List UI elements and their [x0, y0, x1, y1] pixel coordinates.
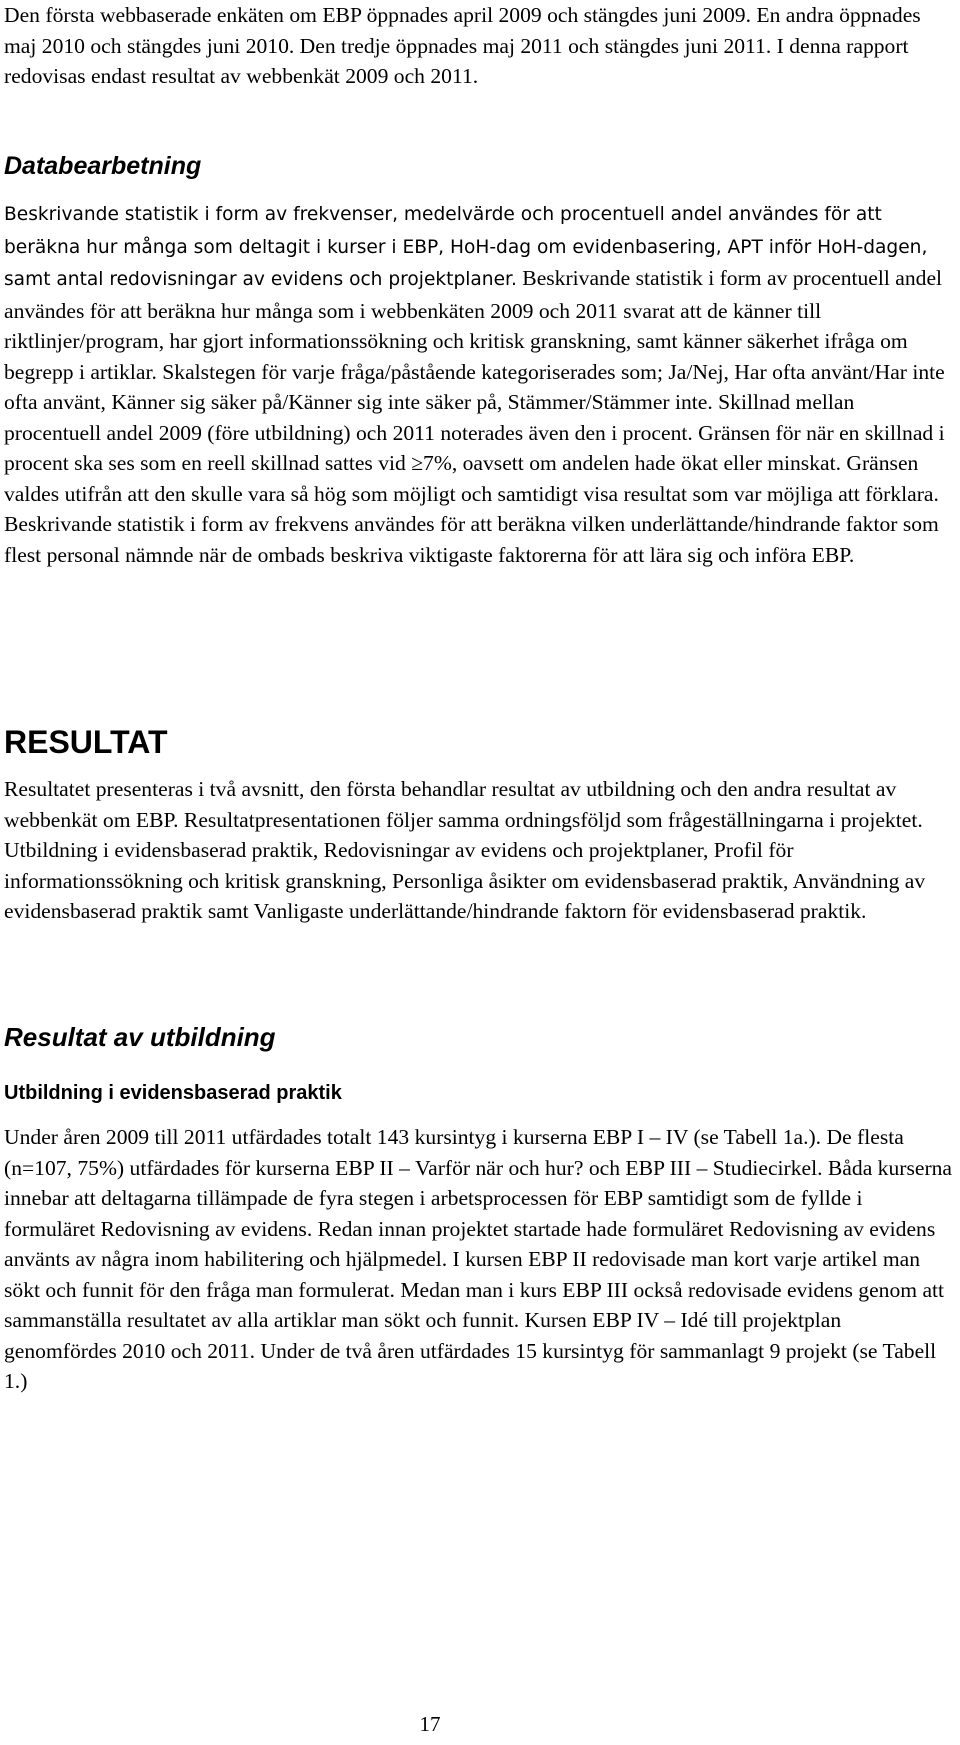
databearbetning-paragraph	[4, 198, 956, 570]
page-number: 17	[419, 1712, 441, 1736]
databearbetning-text-sans: Beskrivande statistik i form av frekvenser, medelvärde och procentuell andel användes för att beräkna hur många som deltagit i kurser i EBP, HoH-dag om evidenbasering, APT inför HoH-dagen, samt antal redovisningar av evidens och projektplaner.	[4, 204, 928, 290]
intro-paragraph: Den första webbaserade enkäten om EBP öppnades april 2009 och stängdes juni 2009. En andra öppnades maj 2010 och stängdes juni 2010. Den tredje öppnades maj 2011 och stängdes juni 2011. I denna rapport redovisas endast resultat av webbenkät 2009 och 2011.	[4, 3, 921, 88]
utbildning-paragraph: Under åren 2009 till 2011 utfärdades totalt 143 kursintyg i kurserna EBP I – IV (se Tabell 1a.). De flesta (n=107, 75%) utfärdades för kurserna EBP II – Varför när och hur? och EBP III – Studiecirkel. Båda kurserna innebar att deltagarna tillämpade de fyra stegen i arbetsprocessen för EBP samtidigt som de fyllde i formuläret Redovisning av evidens. Redan innan projektet startade hade formuläret Redovisning av evidens använts av några inom habilitering och hjälpmedel. I kursen EBP II redovisade man kort varje artikel man sökt och funnit för den fråga man formulerat. Medan man i kurs EBP III också redovisade evidens genom att sammanställa resultatet av alla artiklar man sökt och funnit. Kursen EBP IV – Idé till projektplan genomfördes 2010 och 2011. Under de två åren utfärdades 15 kursintyg för sammanlagt 9 projekt (se Tabell 1.)	[4, 1125, 953, 1393]
subheading-utbildning-ebp: Utbildning i evidensbaserad praktik	[4, 1082, 342, 1104]
databearbetning-text-serif: Beskrivande statistik i form av procentuell andel användes för att beräkna hur många som i webbenkäten 2009 och 2011 svarat att de känner till riktlinjer/program, har gjort informationssökning och kritisk granskning, samt känner säkerhet ifråga om begrepp i artiklar. Skalstegen för varje fråga/påstående kategoriserades som; Ja/Nej, Har ofta använt/Har inte ofta använt, Känner sig säker på/Känner sig inte säker på, Stämmer/Stämmer inte. Skillnad mellan procentuell andel 2009 (före utbildning) och 2011 noterades även den i procent. Gränsen för när en skillnad i procent ska ses som en reell skillnad sattes vid ≥7%, oavsett om andelen hade ökat eller minskat. Gränsen valdes utifrån att den skulle vara så hög som möjligt och samtidigt visa resultat som var möjliga att förklara. Beskrivande statistik i form av frekvens användes för att beräkna vilken underlättande/hindrande faktor som flest personal nämnde när de ombads beskriva viktigaste faktorerna för att lära sig och införa EBP.	[4, 266, 945, 567]
section-heading-resultat: RESULTAT	[4, 724, 168, 760]
section-heading-databearbetning: Databearbetning	[4, 152, 202, 180]
section-heading-resultat-av-utbildning: Resultat av utbildning	[4, 1022, 276, 1052]
resultat-paragraph: Resultatet presenteras i två avsnitt, den första behandlar resultat av utbildning och den andra resultat av webbenkät om EBP. Resultatpresentationen följer samma ordningsföljd som frågeställningarna i projektet. Utbildning i evidensbaserad praktik, Redovisningar av evidens och projektplaner, Profil för informationssökning och kritisk granskning, Personliga åsikter om evidensbaserad praktik, Användning av evidensbaserad praktik samt Vanligaste underlättande/hindrande faktorn för evidensbaserad praktik.	[4, 777, 926, 923]
